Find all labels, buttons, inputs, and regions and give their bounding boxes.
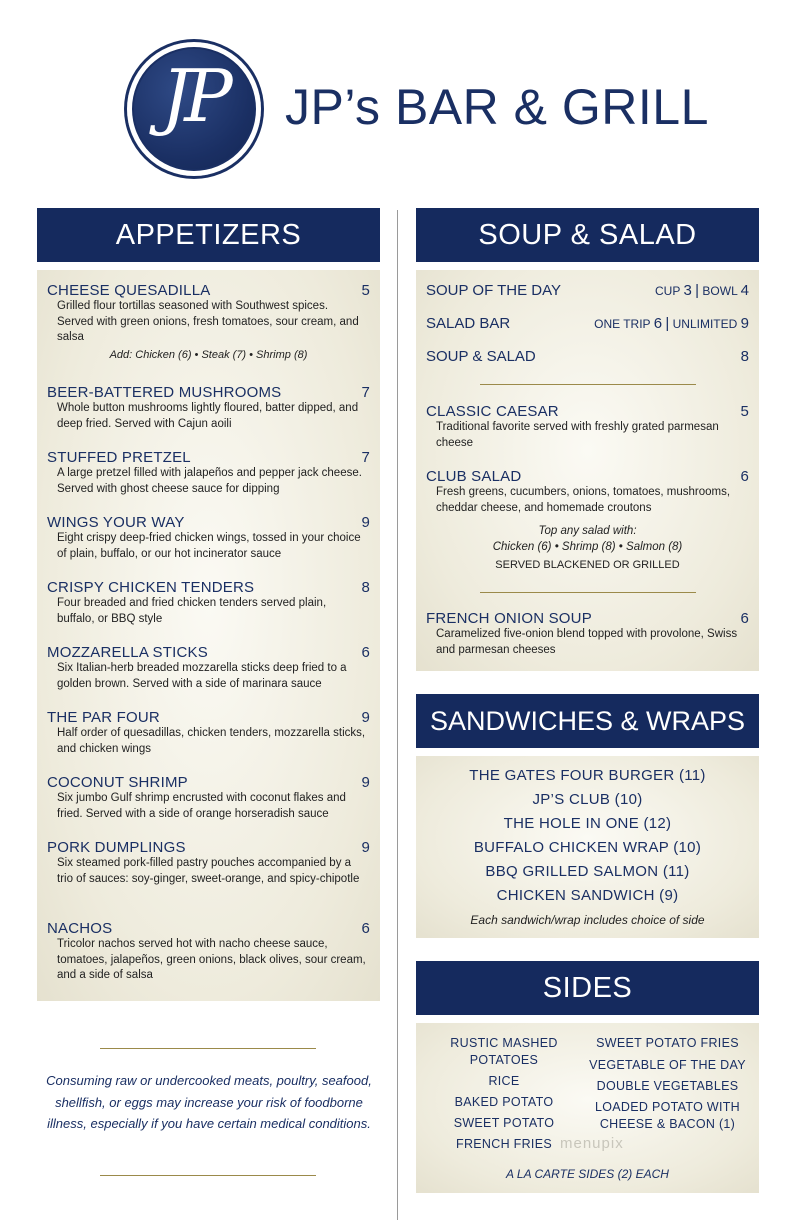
item-description: A large pretzel filled with jalapeños and pepper jack cheese. Served with ghost cheese sauce for dipping — [57, 467, 362, 495]
item-price: 9 — [361, 839, 370, 856]
item-description: Six jumbo Gulf shrimp encrusted with coconut flakes and fried. Served with a side of orange horseradish sauce — [57, 792, 346, 820]
item-price: 7 — [361, 384, 370, 401]
restaurant-name: JP’s BAR & GRILL — [285, 79, 709, 135]
sides-panel — [416, 1023, 759, 1193]
cup-price: 3 — [683, 282, 692, 299]
item-price: 6 — [740, 468, 749, 485]
sandwiches-panel — [416, 756, 759, 938]
gold-divider — [480, 384, 696, 385]
item-name: STUFFED PRETZEL — [47, 449, 191, 466]
sandwich-item: BUFFALO CHICKEN WRAP (10) — [473, 839, 702, 856]
topping-title: Top any salad with: — [538, 525, 637, 537]
item-price: 9 — [361, 709, 370, 726]
menu-item — [47, 709, 370, 757]
menu-item — [47, 514, 370, 562]
item-price: 7 — [361, 449, 370, 466]
side-item: LOADED POTATO WITH CHEESE & BACON (1) — [595, 1100, 740, 1131]
gold-divider — [100, 1175, 316, 1176]
item-price: 8 — [361, 579, 370, 596]
item-price: 6 — [361, 644, 370, 661]
appetizers-panel — [37, 270, 380, 1001]
item-name: MOZZARELLA STICKS — [47, 644, 208, 661]
gold-divider — [100, 1048, 316, 1049]
sides-header: SIDES — [416, 961, 759, 1015]
item-price: 9 — [361, 514, 370, 531]
soup-salad-panel — [416, 270, 759, 671]
item-description: Fresh greens, cucumbers, onions, tomatoes, mushrooms, cheddar cheese, and homemade croutons — [436, 486, 731, 514]
menu-item — [47, 644, 370, 692]
menu-item — [47, 384, 370, 432]
side-item: SWEET POTATO FRIES — [596, 1036, 739, 1050]
gold-divider — [480, 592, 696, 593]
item-description: Half order of quesadillas, chicken tenders, mozzarella sticks, and chicken wings — [57, 727, 366, 755]
item-addons: Add: Chicken (6) • Steak (7) • Shrimp (8) — [109, 348, 308, 361]
item-name: SALAD BAR — [426, 315, 511, 332]
soup-and-salad-row — [426, 348, 749, 365]
trip-price: 6 — [653, 315, 663, 332]
menu-item — [47, 579, 370, 627]
logo-monogram: JP — [161, 54, 227, 138]
item-description: Traditional favorite served with freshly grated parmesan cheese — [436, 421, 719, 449]
menu-item — [426, 468, 749, 516]
unlimited-label: UNLIMITED — [672, 317, 738, 331]
item-price: 9 — [361, 774, 370, 791]
item-description: Grilled flour tortillas seasoned with Southwest spices. Served with green onions, fresh tomatoes, sour cream, and salsa — [57, 300, 359, 343]
sandwich-item: JP’S CLUB (10) — [532, 791, 643, 808]
sandwiches-header: SANDWICHES & WRAPS — [416, 694, 759, 748]
item-price: 5 — [361, 282, 370, 299]
item-name: CLUB SALAD — [426, 468, 522, 485]
menu-item — [47, 839, 370, 887]
menu-item — [426, 403, 749, 451]
item-description: Caramelized five-onion blend topped with provolone, Swiss and parmesan cheeses — [436, 628, 738, 656]
logo-badge — [127, 42, 261, 176]
sandwich-item: THE HOLE IN ONE (12) — [503, 815, 672, 832]
item-description: Whole button mushrooms lightly floured, batter dipped, and deep fried. Served with Cajun aoili — [57, 402, 359, 430]
side-item: VEGETABLE OF THE DAY — [589, 1058, 746, 1072]
unlimited-price: 9 — [740, 315, 749, 332]
item-name: CLASSIC CAESAR — [426, 403, 559, 420]
item-name: SOUP & SALAD — [426, 348, 536, 365]
item-name: CHEESE QUESADILLA — [47, 282, 211, 299]
item-name: COCONUT SHRIMP — [47, 774, 188, 791]
menu-item — [47, 774, 370, 822]
menu-item — [47, 920, 370, 984]
item-price: 5 — [740, 403, 749, 420]
side-item: SWEET POTATO — [453, 1116, 555, 1130]
menu-item — [426, 610, 749, 658]
soup-of-day-row: SOUP OF THE DAY CUP 3 | BOWL 4 — [426, 282, 749, 299]
watermark: menupix — [560, 1135, 624, 1152]
sides-note: A LA CARTE SIDES (2) EACH — [506, 1167, 669, 1181]
topping-options: Chicken (6) • Shrimp (8) • Salmon (8) — [492, 541, 683, 553]
sandwich-item: CHICKEN SANDWICH (9) — [496, 887, 679, 904]
item-description: Six steamed pork-filled pastry pouches accompanied by a trio of sauces: soy-ginger, sweet-orange, and spicy-chipotle — [57, 857, 360, 885]
bowl-label: BOWL — [702, 284, 738, 298]
side-item: RUSTIC MASHED POTATOES — [450, 1036, 558, 1067]
item-name: CRISPY CHICKEN TENDERS — [47, 579, 255, 596]
item-price: 8 — [740, 348, 749, 365]
side-item: FRENCH FRIES — [456, 1137, 552, 1151]
item-description: Tricolor nachos served hot with nacho cheese sauce, tomatoes, jalapeños, green onions, black olives, sour cream, and a side of salsa — [57, 938, 366, 981]
item-description: Six Italian-herb breaded mozzarella sticks deep fried to a golden brown. Served with a side of marinara sauce — [57, 662, 347, 690]
bowl-price: 4 — [740, 282, 749, 299]
topping-note: SERVED BLACKENED OR GRILLED — [495, 559, 680, 571]
side-item: DOUBLE VEGETABLES — [596, 1079, 739, 1093]
sandwich-item: THE GATES FOUR BURGER (11) — [469, 767, 706, 784]
item-price: 6 — [361, 920, 370, 937]
item-name: SOUP OF THE DAY — [426, 282, 562, 299]
item-name: PORK DUMPLINGS — [47, 839, 186, 856]
side-item: RICE — [488, 1074, 520, 1088]
sandwich-item: BBQ GRILLED SALMON (11) — [485, 863, 690, 880]
item-name: NACHOS — [47, 920, 113, 937]
side-item: BAKED POTATO — [454, 1095, 554, 1109]
item-name: THE PAR FOUR — [47, 709, 160, 726]
cup-label: CUP — [655, 284, 681, 298]
item-name: BEER-BATTERED MUSHROOMS — [47, 384, 282, 401]
menu-item — [47, 449, 370, 497]
column-divider — [397, 210, 398, 1220]
item-price: 6 — [740, 610, 749, 627]
item-description: Eight crispy deep-fried chicken wings, tossed in your choice of plain, buffalo, or our hot incinerator sauce — [57, 532, 361, 560]
sandwich-note: Each sandwich/wrap includes choice of side — [470, 913, 705, 927]
item-name: WINGS YOUR WAY — [47, 514, 185, 531]
trip-label: ONE TRIP — [594, 317, 651, 331]
item-name: FRENCH ONION SOUP — [426, 610, 592, 627]
soup-salad-header: SOUP & SALAD — [416, 208, 759, 262]
food-safety-warning: Consuming raw or undercooked meats, poultry, seafood, shellfish, or eggs may increase your risk of foodborne illness, especially if you have certain medical conditions. — [46, 1073, 372, 1131]
menu-item — [47, 282, 370, 361]
appetizers-header: APPETIZERS — [37, 208, 380, 262]
salad-bar-row: SALAD BAR ONE TRIP 6 | UNLIMITED 9 — [426, 315, 749, 332]
item-description: Four breaded and fried chicken tenders served plain, buffalo, or BBQ style — [57, 597, 327, 625]
